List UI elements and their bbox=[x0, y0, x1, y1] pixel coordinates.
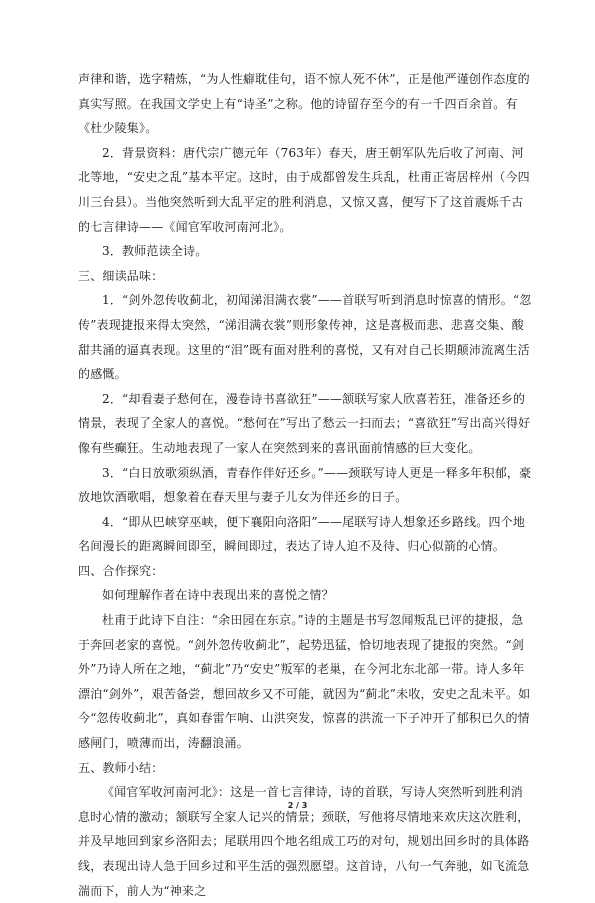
paragraph-inquiry-question: 如何理解作者在诗中表现出来的喜悦之情？ bbox=[102, 588, 334, 603]
paragraph-third-couplet: 3．“白日放歌须纵酒，青春作伴好还乡。”——颈联写诗人更是一释多年积郁，豪放地饮酒歌唱，想象着在春天里与妻子儿女为伴还乡的日子。 bbox=[78, 465, 532, 505]
document-body bbox=[78, 67, 533, 903]
page-number: 2 / 3 bbox=[287, 801, 308, 810]
paragraph-background: 2．背景资料：唐代宗广德元年（763年）春天，唐王朝军队先后收了河南、河北等地，“安史之乱”基本平定。这时，由于成都曾发生兵乱，杜甫正寄居梓州（今四川三台县）。当他突然听到大乱平定的胜利消息，又惊又喜，便写下了这首震烁千古的七言律诗——《闻官军收河南河北》。 bbox=[78, 145, 530, 234]
paragraph-inquiry-answer: 杜甫于此诗下自注：“余田园在东京。”诗的主题是书写忽闻叛乱已评的捷报，急于奔回老家的喜悦。“剑外忽传收蓟北”，起势迅猛，恰切地表现了捷报的突然。“剑外”乃诗人所在之地，“蓟北”乃“安史”叛军的老巢，在今河北东北部一带。诗人多年漂泊“剑外”，艰苦备尝，想回故乡又不可能，就因为“蓟北”未收，安史之乱未平。如今“忽传收蓟北”，真如春雷乍响、山洪突发，惊喜的洪流一下子冲开了郁积已久的情感闸门，喷薄而出，涛翻浪涌。 bbox=[78, 613, 531, 751]
section-heading-cooperative-inquiry: 四、合作探究： bbox=[78, 563, 164, 578]
paragraph-second-couplet: 2．“却看妻子愁何在，漫卷诗书喜欲狂”——颔联写家人欣喜若狂，准备还乡的情景，表现了全家人的喜悦。“愁何在”写出了愁云一扫而去；“喜欲狂”写出高兴得好像有些癫狂。生动地表现了一家人在突然到来的喜讯面前情感的巨大变化。 bbox=[78, 391, 531, 455]
paragraph-summary: 《闻官军收河南河北》：这是一首七言律诗，诗的首联，写诗人突然听到胜利消息时心情的激动；颔联写全家人记兴的情景；颈联，写他将尽情地来欢庆这次胜利，并及早地回到家乡洛阳去；尾联用四个地名组成工巧的对句，规划出回乡时的具体路线，表现出诗人急于回乡过和平生活的强烈愿望。这首诗，八句一气奔驰，如飞流急湍而下，前人为“神来之 bbox=[78, 785, 530, 898]
section-heading-close-reading: 三、细读品味： bbox=[78, 268, 164, 283]
paragraph-first-couplet: 1．“剑外忽传收蓟北，初闻涕泪满衣裳”——首联写听到消息时惊喜的情形。“忽传”表现捷报来得太突然，“涕泪满衣裳”则形象传神，这是喜极而悲、悲喜交集、酸甜共涌的逼真表现。这里的“泪”既有面对胜利的喜悦，又有对自己长期颠沛流离生活的感慨。 bbox=[78, 293, 532, 382]
paragraph-author-intro-continued: 声律和谐，选字精炼，“为人性癖耽佳句，语不惊人死不休”，正是他严谨创作态度的真实写照。在我国文学史上有“诗圣”之称。他的诗留存至今的有一千四百余首。有《杜少陵集》。 bbox=[78, 72, 530, 136]
paragraph-teacher-reading: 3．教师范读全诗。 bbox=[102, 244, 208, 259]
paragraph-fourth-couplet: 4．“即从巴峡穿巫峡，便下襄阳向洛阳”——尾联写诗人想象还乡路线。四个地名间漫长的距离瞬间即至，瞬间即过，表达了诗人迫不及待、归心似箭的心情。 bbox=[78, 514, 526, 554]
section-heading-teacher-summary: 五、教师小结： bbox=[78, 760, 164, 775]
